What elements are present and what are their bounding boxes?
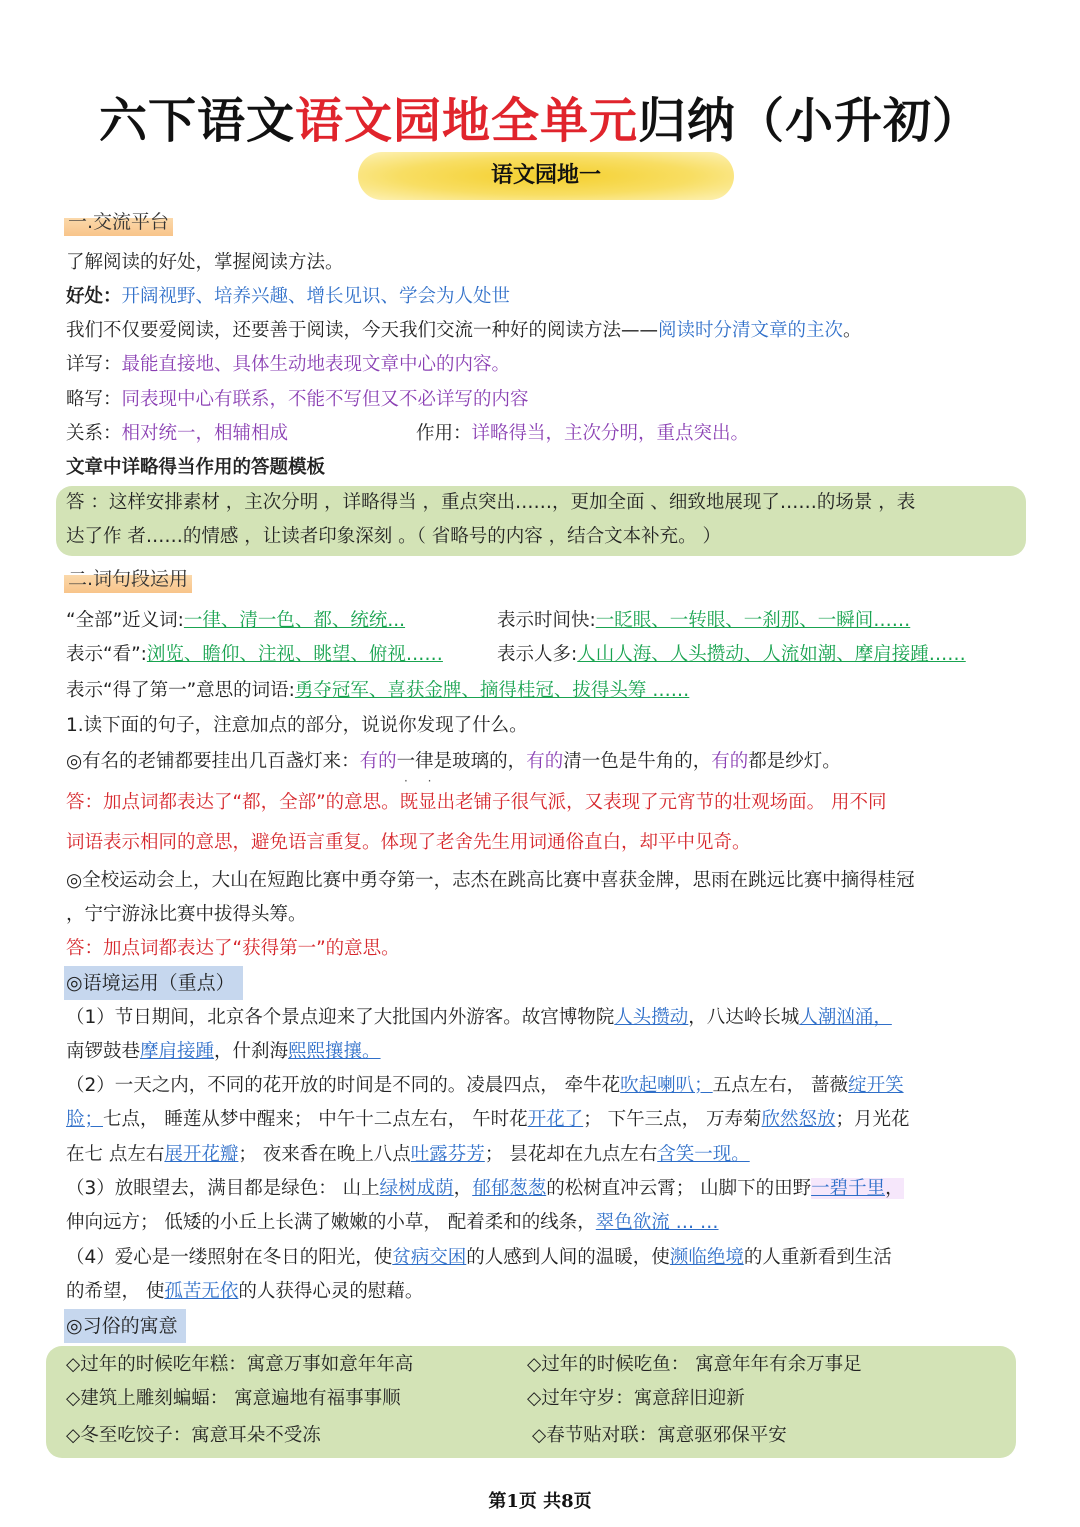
context-p2-word-4: 欣然怒放 [761, 1109, 836, 1130]
context-p3-c: 的松树直冲云霄； 山脚下的田野 [546, 1178, 812, 1199]
first-place-line [66, 677, 689, 705]
crowd-label: 表示人多: [497, 644, 578, 665]
crowd-line [497, 641, 966, 669]
crowd-value: 人山人海、人头攒动、人流如潮、摩肩接踵…… [577, 644, 966, 665]
look-label: 表示“看”: [66, 644, 147, 665]
context-p1-word-2: 人潮汹涌， [799, 1007, 892, 1028]
context-p1-d: ，什刹海 [214, 1041, 289, 1062]
context-p3-word-1: 绿树成荫 [379, 1178, 454, 1199]
example-1 [66, 748, 841, 776]
context-p1-line-2 [66, 1038, 381, 1066]
benefit-label: 好处： [66, 286, 122, 307]
context-p3-word-2: 郁郁葱葱 [472, 1178, 547, 1199]
answer-1-line-2: 词语表示相同的意思，避免语言重复。体现了老舍先生用词通俗直白，却平中见奇。 [66, 832, 751, 853]
example-1-word-3: 有的 [711, 751, 749, 772]
detail-line [66, 351, 510, 379]
emphasis-dots: · · [404, 774, 440, 788]
relation-text: 相对统一，相辅相成 [121, 423, 289, 444]
context-p2-d: ； 下午三点， 万寿菊 [583, 1109, 762, 1130]
method-end: 。 [843, 320, 862, 341]
relation-line [66, 420, 288, 448]
effect-line [416, 420, 749, 448]
context-p1-a: （1）节日期间，北京各个景点迎来了大批国内外游客。故宫博物院 [66, 1007, 615, 1028]
template-line-1: 答 ：这样安排素材 ，主次分明 ，详略得当 ，重点突出……，更加全面 、细致地展现了……的场景 ，表 [66, 492, 916, 513]
example-2-line-2: ，宁宁游泳比赛中拔得头筹。 [66, 904, 307, 925]
context-p2-word-2b: 脸； [66, 1109, 104, 1130]
context-p3-b: ， [453, 1178, 473, 1199]
context-p3-a: （3）放眼望去，满目都是绿色： 山上 [66, 1178, 380, 1199]
example-1-word-2: 有的 [526, 751, 564, 772]
look-value: 浏览、瞻仰、注视、眺望、俯视…… [146, 644, 443, 665]
context-p1-b: ，八达岭长城 [688, 1007, 800, 1028]
detail-text: 最能直接地、具体生动地表现文章中心的内容。 [121, 354, 511, 375]
context-p1-word-3: 摩肩接踵 [140, 1041, 215, 1062]
brief-line [66, 386, 529, 414]
context-p3-line-2 [66, 1209, 719, 1237]
method-text: 我们不仅要爱阅读，还要善于阅读，今天我们交流一种好的阅读方法—— [66, 320, 659, 341]
example-1-d: 都是纱灯。 [748, 751, 841, 772]
example-1-b: 一律是玻璃的， [396, 751, 527, 772]
synonym-all-value: 一律、清一色、都、统统... [183, 610, 406, 631]
context-p4-a: （4）爱心是一缕照射在冬日的阳光，使 [66, 1247, 393, 1268]
context-p3-word-4: 翠色欲流 … … [595, 1212, 719, 1233]
intro-text: 了解阅读的好处，掌握阅读方法。 [66, 252, 344, 273]
first-place-value: 勇夺冠军、喜获金牌、摘得桂冠、拔得头筹 …… [294, 680, 690, 701]
title-part2: 语文园地全单元 [294, 93, 638, 149]
detail-label: 详写： [66, 354, 122, 375]
example-2-line-1: ◎全校运动会上，大山在短跑比赛中勇夺第一，志杰在跳高比赛中喜获金牌，思雨在跳远比赛中摘得桂冠 [66, 870, 915, 891]
synonym-all-label: “全部”近义词: [66, 610, 184, 631]
custom-item: ◇冬至吃饺子：寓意耳朵不受冻 [66, 1425, 321, 1446]
benefit-line [66, 283, 510, 311]
method-line [66, 317, 862, 345]
context-p4-e: 的人获得心灵的慰藉。 [238, 1281, 424, 1302]
context-p2-word-1: 吹起喇叭； [620, 1075, 713, 1096]
synonym-all-line [66, 607, 466, 635]
effect-text: 详略得当，主次分明，重点突出。 [471, 423, 750, 444]
custom-item: ◇建筑上雕刻蝙蝠： 寓意遍地有福事事顺 [66, 1388, 401, 1409]
context-p4-c: 的人重新看到生活 [743, 1247, 892, 1268]
title-part3: 归纳（小升初） [638, 93, 982, 149]
custom-item: ◇过年守岁：寓意辞旧迎新 [527, 1388, 745, 1409]
context-p2-e: ；月光花 [835, 1109, 910, 1130]
example-1-c: 清一色是牛角的， [563, 751, 712, 772]
template-title: 文章中详略得当作用的答题模板 [66, 457, 326, 478]
context-p2-line-2 [66, 1106, 909, 1134]
brief-text: 同表现中心有联系，不能不写但又不必详写的内容 [121, 389, 529, 410]
context-p1-word-4: 熙熙攘攘。 [288, 1041, 381, 1062]
time-fast-label: 表示时间快: [497, 610, 596, 631]
first-place-label: 表示“得了第一”意思的词语: [66, 680, 295, 701]
context-p3-word-3: 一碧千里 [811, 1178, 886, 1199]
template-line-2: 达了作 者……的情感 ，让读者印象深刻 。（ 省略号的内容 ，结合文本补充。 ） [66, 526, 722, 547]
context-p1-c: 南锣鼓巷 [66, 1041, 141, 1062]
context-p2-word-6: 吐露芬芳 [410, 1144, 485, 1165]
method-key: 阅读时分清文章的主次 [658, 320, 844, 341]
custom-item: ◇春节贴对联：寓意驱邪保平安 [532, 1425, 787, 1446]
time-fast-line [497, 607, 910, 635]
context-p1-line-1 [66, 1004, 892, 1032]
customs-tag: ◎习俗的寓意 [64, 1309, 186, 1343]
question-1: 1.读下面的句子，注意加点的部分，说说你发现了什么。 [66, 715, 528, 736]
custom-item: ◇过年的时候吃年糕：寓意万事如意年年高 [66, 1354, 414, 1375]
context-p4-d: 的希望， 使 [66, 1281, 165, 1302]
context-p4-word-3: 孤苦无依 [164, 1281, 239, 1302]
title-part1: 六下语文 [98, 93, 295, 149]
context-p2-line-1 [66, 1072, 904, 1100]
section-heading-exchange: 一.交流平台 [64, 208, 173, 236]
context-p2-a: （2）一天之内，不同的花开放的时间是不同的。凌晨四点， 牵牛花 [66, 1075, 621, 1096]
answer-1-line-1: 答：加点词都表达了“都，全部”的意思。既显出老铺子很气派，又表现了元宵节的壮观场面。 用不同 [66, 792, 887, 813]
example-1-word-1: 有的 [359, 751, 397, 772]
brief-label: 略写： [66, 389, 122, 410]
context-p2-g: ； 夜来香在晚上八点 [238, 1144, 411, 1165]
section-heading-usage: 二.词句段运用 [64, 565, 192, 593]
example-1-a: ◎有名的老铺都要挂出几百盏灯来： [66, 751, 360, 772]
context-p2-b: 五点左右， 蔷薇 [712, 1075, 849, 1096]
benefit-text: 开阔视野、培养兴趣、增长见识、学会为人处世 [121, 286, 511, 307]
context-p4-word-1: 贫病交困 [392, 1247, 467, 1268]
context-p2-word-7: 含笑一现。 [657, 1144, 750, 1165]
custom-item: ◇过年的时候吃鱼： 寓意年年有余万事足 [527, 1354, 862, 1375]
effect-label: 作用： [416, 423, 472, 444]
context-p2-line-3 [66, 1141, 750, 1169]
context-usage-tag: ◎语境运用（重点） [64, 966, 243, 1000]
page-title [0, 82, 1080, 151]
context-p2-h: ； 昙花却在九点左右 [484, 1144, 658, 1165]
context-p2-f: 在七 点左右 [66, 1144, 165, 1165]
context-p2-c: 七点， 睡莲从梦中醒来； 中午十二点左右， 午时花 [103, 1109, 528, 1130]
context-p1-word-1: 人头攒动 [614, 1007, 689, 1028]
context-p4-line-2 [66, 1278, 423, 1306]
section-banner: 语文园地一 [358, 152, 734, 200]
relation-label: 关系： [66, 423, 122, 444]
look-line [66, 641, 443, 669]
context-p2-word-2: 绽开笑 [848, 1075, 904, 1096]
answer-2: 答：加点词都表达了“获得第一”的意思。 [66, 938, 400, 959]
context-p4-line-1 [66, 1244, 892, 1272]
context-p2-word-5: 展开花瓣 [164, 1144, 239, 1165]
context-p3-line-1 [66, 1175, 904, 1203]
context-p3-e: 伸向远方； 低矮的小丘上长满了嫩嫩的小草， 配着柔和的线条， [66, 1212, 596, 1233]
context-p4-word-2: 濒临绝境 [669, 1247, 744, 1268]
context-p3-d: ， [885, 1178, 904, 1199]
time-fast-value: 一眨眼、一转眼、一刹那、一瞬间…… [595, 610, 911, 631]
context-p2-word-3: 开花了 [527, 1109, 584, 1130]
context-p4-b: 的人感到人间的温暖，使 [466, 1247, 670, 1268]
page-number: 第1页 共8页 [488, 1491, 592, 1512]
